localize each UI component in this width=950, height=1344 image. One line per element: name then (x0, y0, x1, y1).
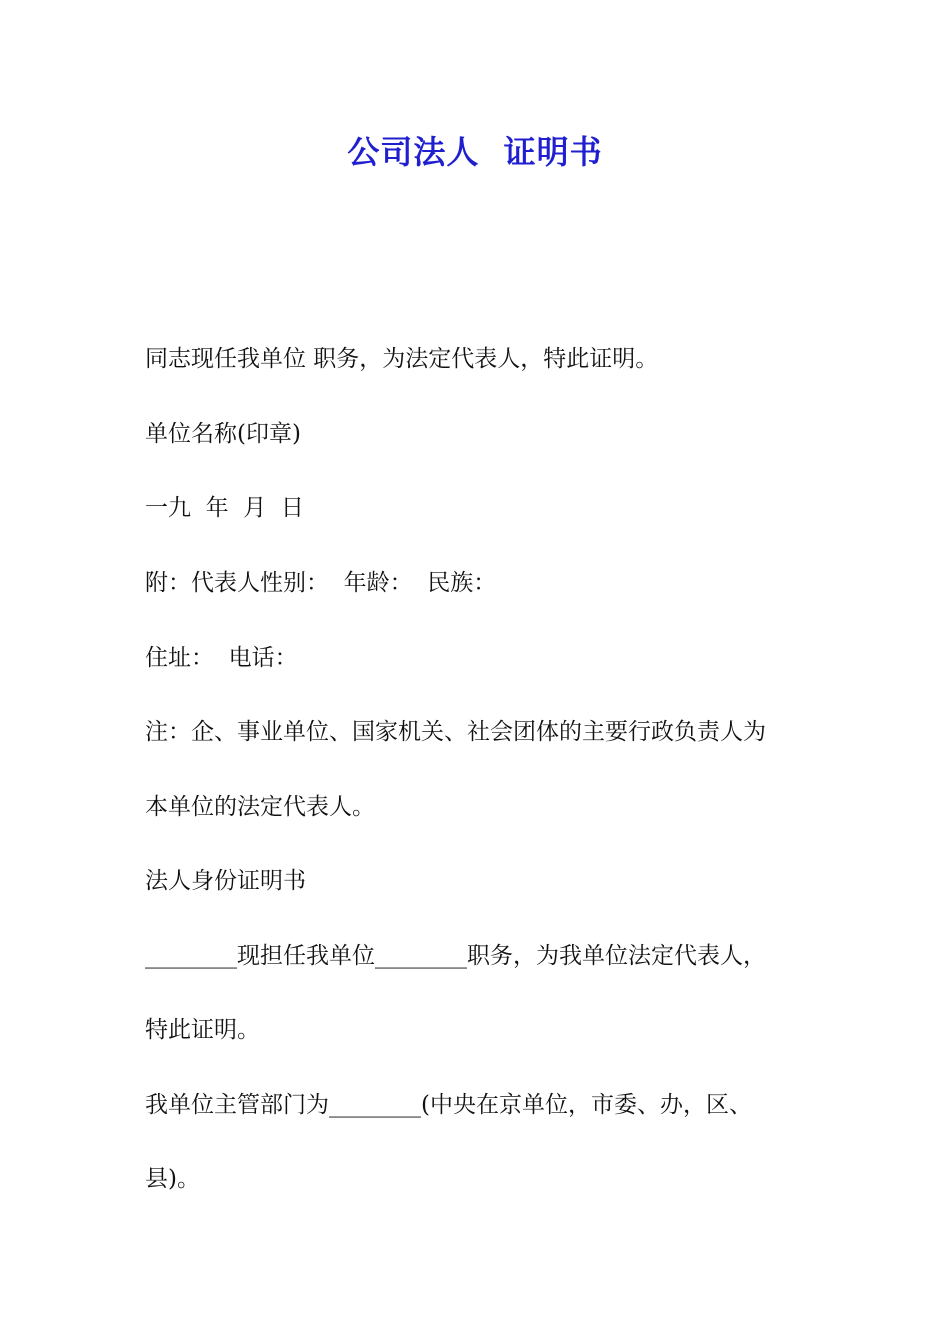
body-line-3: 一九 年 月 日 (145, 495, 304, 521)
body-line-7: 本单位的法定代表人。 (145, 794, 375, 820)
body-line-1: 同志现任我单位 职务，为法定代表人，特此证明。 (145, 346, 659, 372)
body-line-8: 法人身份证明书 (145, 868, 306, 894)
body-line-10: 特此证明。 (145, 1017, 260, 1043)
body-line-11: 我单位主管部门为________(中央在京单位，市委、办，区、 (145, 1092, 752, 1118)
body-line-4: 附：代表人性别： 年龄： 民族： (145, 570, 497, 596)
document-title: 公司法人 证明书 (347, 133, 603, 171)
body-line-6: 注：企、事业单位、国家机关、社会团体的主要行政负责人为 (145, 719, 766, 745)
body-line-5: 住址： 电话： (145, 645, 298, 671)
body-line-9: ________现担任我单位________职务，为我单位法定代表人， (145, 943, 766, 969)
body-line-2: 单位名称(印章) (145, 421, 301, 447)
body-line-12: 县)。 (145, 1166, 200, 1192)
